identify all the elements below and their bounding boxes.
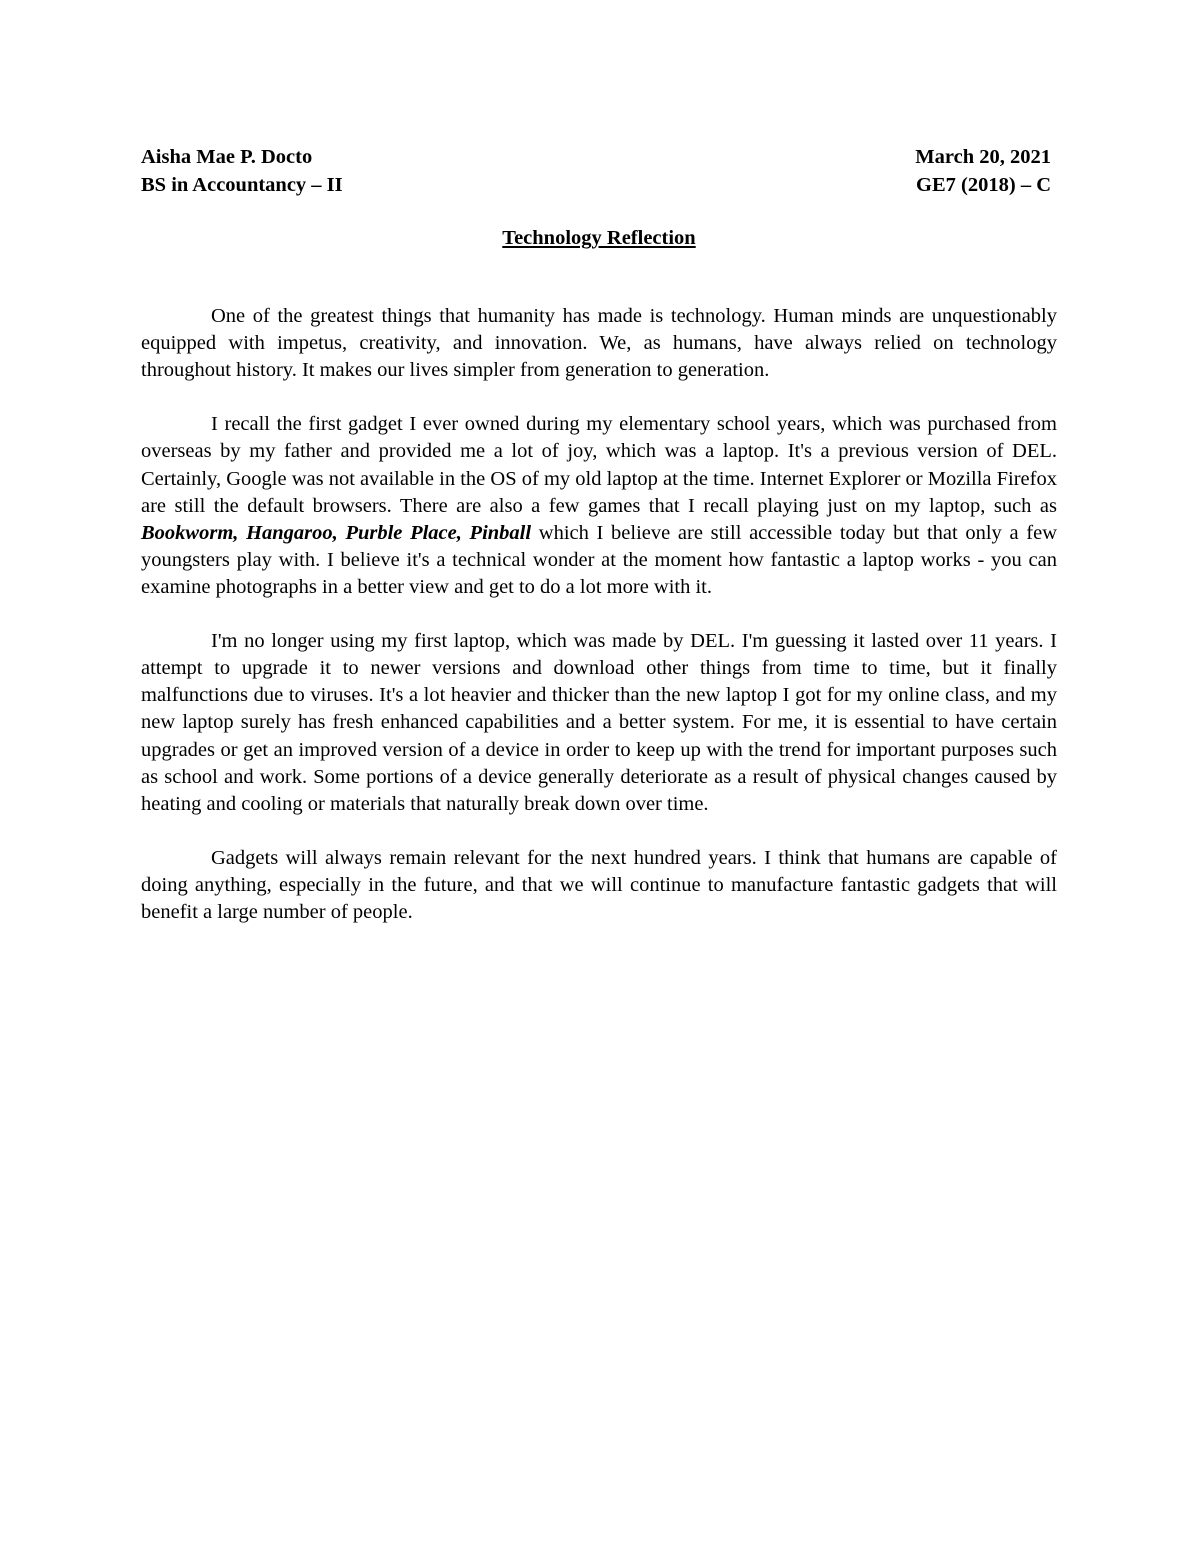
paragraph-2 xyxy=(141,411,1057,601)
header-row-1 xyxy=(141,143,1051,171)
header-row-2 xyxy=(141,171,1051,199)
author-name: Aisha Mae P. Docto xyxy=(141,146,313,168)
paragraph-4: Gadgets will always remain relevant for the next hundred years. I think that humans are capable of doing anything, especially in the future, and that we will continue to manufacture fantastic gadgets that will benefit a large number of people. xyxy=(141,846,1057,924)
paragraph-2-text-end: which I believe are still accessible today but that only a few youngsters play with. I believe it's a technical wonder at the moment how fantastic a laptop works - you can examine photographs in a better view and get to do a lot more with it. xyxy=(141,521,1058,598)
paragraph-2-text-start: I recall the first gadget I ever owned during my elementary school years, which was purchased from overseas by my father and provided me a lot of joy, which was a laptop. It's a previous version of DEL. Certainly, Google was not available in the OS of my old laptop at the time. Internet Explorer or Mozilla Firefox are still the default browsers. There are also a few games that I recall playing just on my laptop, such as xyxy=(141,413,1057,517)
game-titles: Bookworm, Hangaroo, Purble Place, Pinball xyxy=(141,521,532,544)
program-year: BS in Accountancy – II xyxy=(141,174,343,196)
document-body xyxy=(141,303,1057,953)
paragraph-1: One of the greatest things that humanity has made is technology. Human minds are unquestionably equipped with impetus, creativity, and innovation. We, as humans, have always relied on technology throughout history. It makes our lives simpler from generation to generation. xyxy=(141,305,1057,382)
document-date: March 20, 2021 xyxy=(915,146,1051,168)
paragraph-3: I'm no longer using my first laptop, which was made by DEL. I'm guessing it lasted over 11 years. I attempt to upgrade it to newer versions and download other things from time to time, but it finally malfunctions due to viruses. It's a lot heavier and thicker than the new laptop I got for my online class, and my new laptop surely has fresh enhanced capabilities and a better system. For me, it is essential to have certain upgrades or get an improved version of a device in order to keep up with the trend for important purposes such as school and work. Some portions of a device generally deteriorate as a result of physical changes caused by heating and cooling or materials that naturally break down over time. xyxy=(141,630,1057,815)
course-section: GE7 (2018) – C xyxy=(916,174,1051,196)
document-title: Technology Reflection xyxy=(502,227,696,249)
document-header xyxy=(141,143,1051,199)
